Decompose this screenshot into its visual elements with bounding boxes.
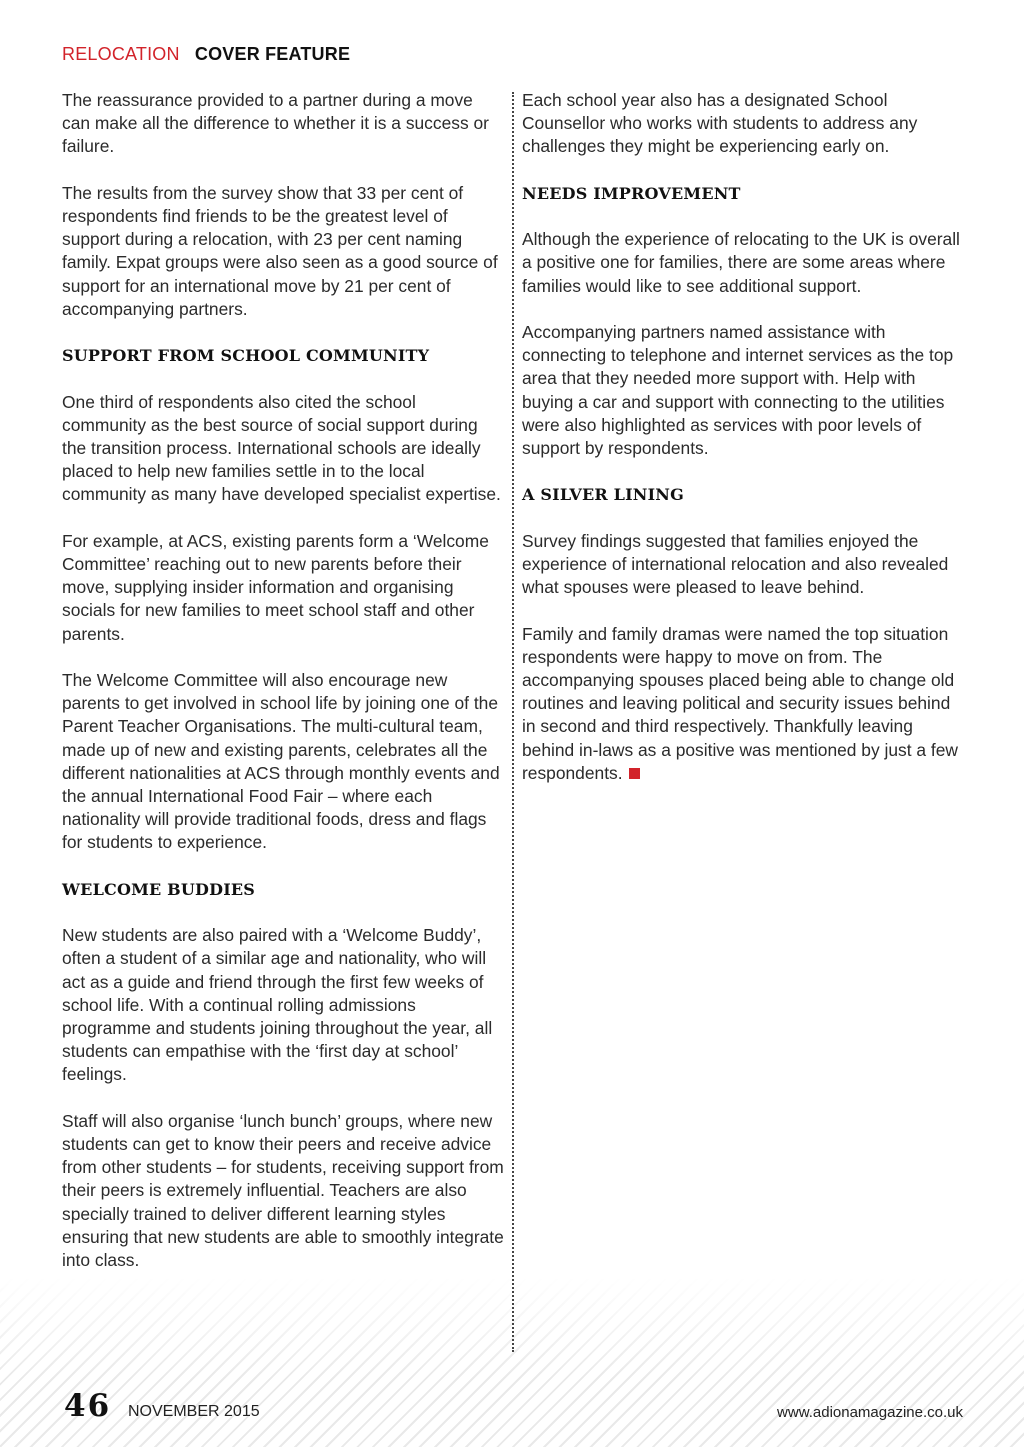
- paragraph-text: Family and family dramas were named the top situation respondents were happy to move on from. The accompanying spouses placed being able to change old routines and leaving political and security issues behind in second and third respectively. Thankfully leaving behind in-laws as a positive was mentioned by just a few respondents.: [522, 623, 958, 783]
- subheading-needs-improvement: NEEDS IMPROVEMENT: [522, 183, 741, 203]
- issue-date: NOVEMBER 2015: [128, 1403, 260, 1420]
- website-url: www.adionamagazine.co.uk: [777, 1404, 963, 1421]
- paragraph: The Welcome Committee will also encourage new parents to get involved in school life by joining one of the Parent Teacher Organisations. The multi-cultural team, made up of new and existing parents, celebrates all the different nationalities at ACS through monthly events and the annual International Food Fair – where each nationality will provide traditional foods, dress and flags for students to experience.: [62, 670, 500, 853]
- paragraph: Staff will also organise ‘lunch bunch’ groups, where new students can get to know their peers and receive advice from other students – for students, receiving support from their peers is extremely influential. Teachers are also specially trained to deliver different learning styles ensuring that new students are able to smoothly integrate into class.: [62, 1110, 504, 1271]
- subheading-silver-lining: A SILVER LINING: [522, 485, 684, 505]
- paragraph: Accompanying partners named assistance with connecting to telephone and internet services as the top area that they needed more support with. Help with buying a car and support with connecting to the utilities were also highlighted as services with poor levels of support by respondents.: [522, 321, 954, 458]
- right-column: [522, 89, 964, 808]
- subheading-welcome-buddies: WELCOME BUDDIES: [62, 879, 256, 899]
- paragraph: Survey findings suggested that families enjoyed the experience of international relocation and also revealed what spouses were pleased to leave behind.: [522, 530, 949, 598]
- feature-label: COVER FEATURE: [194, 44, 351, 64]
- section-label: RELOCATION: [62, 44, 180, 64]
- paragraph: One third of respondents also cited the school community as the best source of social support during the transition process. International schools are ideally placed to help new families settle in to the local community as many have developed specialist expertise.: [62, 391, 501, 505]
- paragraph: The reassurance provided to a partner during a move can make all the difference to whether it is a success or failure.: [62, 90, 489, 157]
- end-mark-icon: [629, 768, 640, 779]
- paragraph: Although the experience of relocating to the UK is overall a positive one for families, there are some areas where families would like to see additional support.: [522, 229, 960, 296]
- paragraph: New students are also paired with a ‘Welcome Buddy’, often a student of a similar age and nationality, who will act as a guide and friend through the first few weeks of school life. With a continual rolling admissions programme and students joining throughout the year, all students can empathise with the ‘first day at school’ feelings.: [62, 925, 493, 1085]
- subheading-support-school: SUPPORT FROM SCHOOL COMMUNITY: [62, 346, 430, 366]
- page-number: 46: [64, 1388, 112, 1424]
- column-divider: [512, 92, 514, 1352]
- page-header: [62, 44, 350, 65]
- paragraph: For example, at ACS, existing parents form a ‘Welcome Committee’ reaching out to new parents before their move, supplying insider information and organising socials for new families to meet school staff and other parents.: [62, 530, 489, 644]
- paragraph: The results from the survey show that 33 per cent of respondents find friends to be the greatest level of support during a relocation, with 23 per cent naming family. Expat groups were also seen as a good source of support for an international move by 21 per cent of accompanying partners.: [62, 182, 498, 319]
- left-column: [62, 89, 504, 1295]
- paragraph-final: [522, 623, 964, 785]
- paragraph: Each school year also has a designated School Counsellor who works with students to address any challenges they might be experiencing early on.: [522, 90, 918, 157]
